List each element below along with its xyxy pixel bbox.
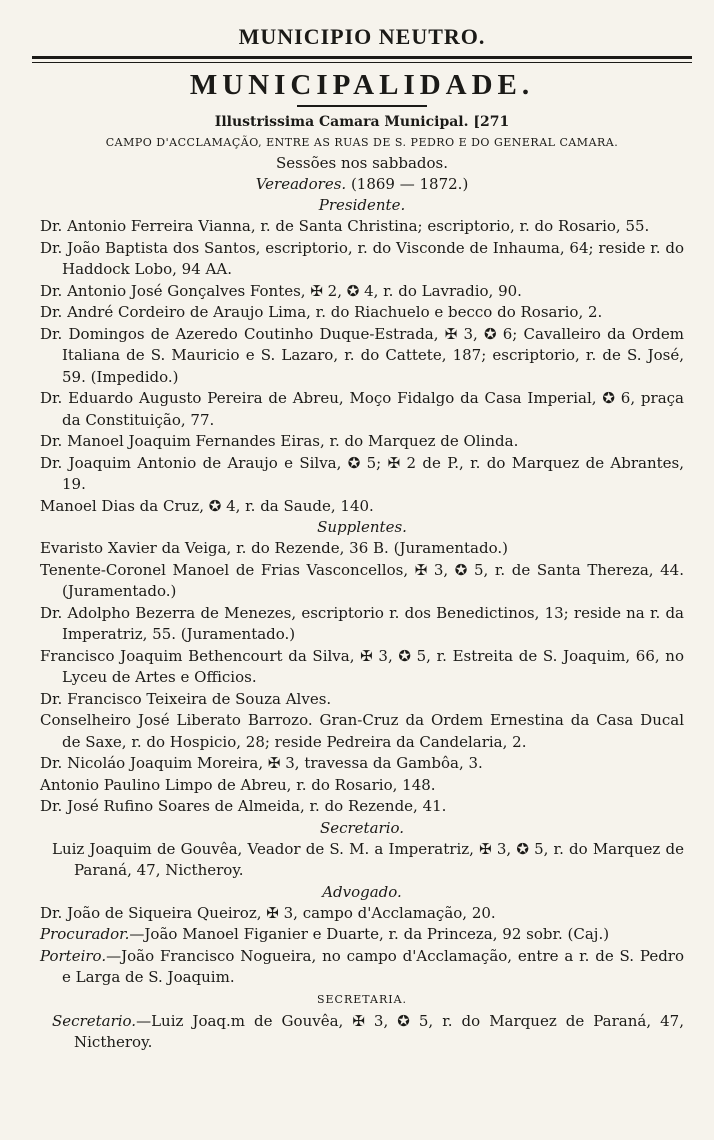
list-item: Conselheiro José Liberato Barrozo. Gran-Cruz da Ordem Ernestina da Casa Ducal de Saxe, r. do Hospicio, 28; reside Pedreira da Candelaria, 2. (40, 711, 684, 751)
secretariat-label: Secretario. (52, 1011, 137, 1030)
list-item: Dr. Nicoláo Joaquim Moreira, ✠ 3, travessa da Gambôa, 3. (40, 754, 483, 772)
substitutes-list (40, 538, 684, 818)
secretary-entry: Luiz Joaquim de Gouvêa, Veador de S. M. a Imperatriz, ✠ 3, ✪ 5, r. do Marquez de Paraná, 47, Nictheroy. (52, 839, 684, 879)
list-item: Dr. Joaquim Antonio de Araujo e Silva, ✪ 5; ✠ 2 de P., r. do Marquez de Abrantes, 19. (40, 453, 684, 493)
list-item: Dr. Domingos de Azeredo Coutinho Duque-Estrada, ✠ 3, ✪ 6; Cavalleiro da Ordem Italiana de S. Mauricio e S. Lazaro, r. do Cattete, 187; escriptorio, r. de S. José, 59. (Impedido.) (40, 324, 684, 386)
list-item: Dr. José Rufino Soares de Almeida, r. do Rezende, 41. (40, 797, 447, 815)
page-title: MUNICIPALIDADE. (189, 69, 535, 101)
secretariat-entry (40, 1011, 684, 1054)
double-rule (32, 56, 692, 63)
list-item: Evaristo Xavier da Veiga, r. do Rezende, 36 B. (Juramentado.) (40, 539, 508, 557)
list-item: Dr. Francisco Teixeira de Souza Alves. (40, 689, 332, 708)
list-item: Dr. Eduardo Augusto Pereira de Abreu, Moço Fidalgo da Casa Imperial, ✪ 6, praça da Constituição, 77. (40, 389, 684, 429)
lawyer-entry: Dr. João de Siqueira Queiroz, ✠ 3, campo d'Acclamação, 20. (40, 903, 496, 922)
list-item: Dr. Manoel Joaquim Fernandes Eiras, r. do Marquez de Olinda. (40, 432, 519, 450)
chamber-address: CAMPO D'ACCLAMAÇÃO, ENTRE AS RUAS DE S. PEDRO E DO GENERAL CAMARA. (105, 136, 619, 149)
procurador-entry (40, 924, 684, 946)
chamber-title: Illustrissima Camara Municipal. [271 (214, 114, 510, 130)
list-item: Dr. Antonio Ferreira Vianna, r. de Santa Christina; escriptorio, r. do Rosario, 55. (40, 217, 650, 235)
list-item: Dr. Adolpho Bezerra de Menezes, escriptorio r. dos Benedictinos, 13; reside na r. da Imperatriz, 55. (Juramentado.) (40, 603, 684, 643)
directory-page (40, 22, 684, 1054)
short-rule (297, 105, 427, 107)
porteiro-entry (40, 946, 684, 989)
porteiro-label: Porteiro. (40, 946, 107, 965)
substitutes-heading: Supplentes. (317, 518, 407, 536)
porteiro-text: —João Francisco Nogueira, no campo d'Acclamação, entre a r. de S. Pedro e Larga de S. Joaquim. (62, 946, 684, 986)
secretary-heading: Secretario. (319, 818, 405, 837)
president-list (40, 216, 684, 517)
president-heading: Presidente. (318, 196, 406, 214)
list-item: Tenente-Coronel Manoel de Frias Vasconcellos, ✠ 3, ✪ 5, r. de Santa Thereza, 44. (Juramentado.) (40, 560, 684, 600)
sessions-note: Sessões nos sabbados. (276, 154, 448, 172)
councillors-label: Vereadores. (255, 175, 347, 193)
secretariat-text: —Luiz Joaq.m de Gouvêa, ✠ 3, ✪ 5, r. do Marquez de Paraná, 47, Nictheroy. (74, 1011, 684, 1051)
term-years: (1869 — 1872.) (350, 175, 469, 193)
list-item: Dr. Antonio José Gonçalves Fontes, ✠ 2, ✪ 4, r. do Lavradio, 90. (40, 281, 522, 300)
lawyer-heading: Advogado. (322, 882, 402, 901)
running-head: MUNICIPIO NEUTRO. (238, 24, 486, 49)
list-item: Dr. João Baptista dos Santos, escriptorio, r. do Visconde de Inhauma, 64; reside r. do Haddock Lobo, 94 AA. (40, 238, 684, 278)
list-item: Antonio Paulino Limpo de Abreu, r. do Rosario, 148. (40, 775, 436, 794)
list-item: Manoel Dias da Cruz, ✪ 4, r. da Saude, 140. (40, 496, 374, 515)
list-item: Dr. André Cordeiro de Araujo Lima, r. do Riachuelo e becco do Rosario, 2. (40, 303, 603, 321)
term-line (40, 174, 684, 195)
list-item: Francisco Joaquim Bethencourt da Silva, ✠ 3, ✪ 5, r. Estreita de S. Joaquim, 66, no Lyceu de Artes e Officios. (40, 646, 684, 686)
procurador-text: —João Manoel Figanier e Duarte, r. da Princeza, 92 sobr. (Caj.) (129, 925, 610, 943)
secretariat-heading: SECRETARIA. (316, 992, 408, 1006)
procurador-label: Procurador. (40, 925, 130, 943)
